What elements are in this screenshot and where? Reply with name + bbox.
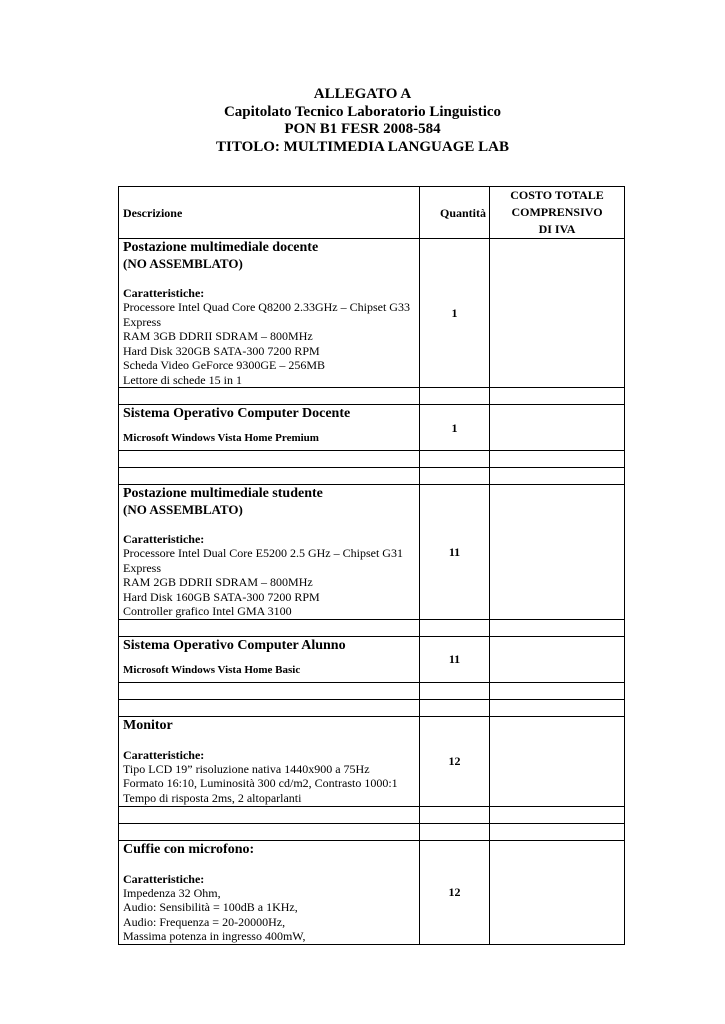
features-label: Caratteristiche: bbox=[123, 286, 205, 300]
feature-line: Massima potenza in ingresso 400mW, bbox=[123, 929, 306, 943]
cost-header-line: COMPRENSIVO bbox=[511, 205, 603, 219]
item-title: Postazione multimediale docente bbox=[123, 240, 319, 255]
empty-row bbox=[119, 451, 625, 468]
feature-line: RAM 2GB DDRII SDRAM – 800MHz bbox=[123, 575, 313, 589]
item-quantity: 12 bbox=[420, 840, 490, 944]
item-description bbox=[119, 239, 420, 388]
feature-line: Audio: Frequenza = 20-20000Hz, bbox=[123, 914, 286, 929]
item-title: Postazione multimediale studente bbox=[123, 486, 323, 501]
item-title: Monitor bbox=[123, 717, 173, 733]
table-row bbox=[119, 239, 625, 388]
item-description bbox=[119, 405, 420, 451]
table-row bbox=[119, 636, 625, 682]
item-cost bbox=[490, 840, 625, 944]
os-name: Microsoft Windows Vista Home Basic bbox=[123, 663, 301, 676]
document-heading bbox=[0, 86, 725, 156]
empty-row bbox=[119, 619, 625, 636]
feature-line: Processore Intel Dual Core E5200 2.5 GHz – Chipset G31 Express bbox=[123, 546, 403, 575]
feature-line: Lettore di schede 15 in 1 bbox=[123, 372, 242, 387]
column-header-cost bbox=[490, 187, 625, 239]
item-cost bbox=[490, 485, 625, 620]
item-quantity: 1 bbox=[420, 405, 490, 451]
item-quantity: 12 bbox=[420, 716, 490, 806]
feature-line: Processore Intel Quad Core Q8200 2.33GHz – Chipset G33 Express bbox=[123, 300, 410, 329]
table-row bbox=[119, 405, 625, 451]
item-cost bbox=[490, 239, 625, 388]
features-label: Caratteristiche: bbox=[123, 871, 205, 886]
feature-line: Tipo LCD 19” risoluzione nativa 1440x900 a 75Hz bbox=[123, 761, 370, 776]
features-label: Caratteristiche: bbox=[123, 747, 205, 762]
column-header-description: Descrizione bbox=[119, 187, 420, 239]
item-cost bbox=[490, 716, 625, 806]
empty-row bbox=[119, 806, 625, 823]
item-description bbox=[119, 485, 420, 620]
table-header-row bbox=[119, 187, 625, 239]
cost-header-line: DI IVA bbox=[538, 222, 576, 236]
empty-row bbox=[119, 682, 625, 699]
table-row bbox=[119, 716, 625, 806]
feature-line: Hard Disk 320GB SATA-300 7200 RPM bbox=[123, 343, 320, 358]
empty-row bbox=[119, 468, 625, 485]
item-cost bbox=[490, 636, 625, 682]
item-quantity: 11 bbox=[420, 485, 490, 620]
empty-row bbox=[119, 699, 625, 716]
feature-line: Formato 16:10, Luminosità 300 cd/m2, Contrasto 1000:1 bbox=[123, 776, 398, 790]
feature-line: RAM 3GB DDRII SDRAM – 800MHz bbox=[123, 329, 313, 343]
item-description bbox=[119, 636, 420, 682]
feature-line: Scheda Video GeForce 9300GE – 256MB bbox=[123, 358, 326, 372]
heading-titolo: TITOLO: MULTIMEDIA LANGUAGE LAB bbox=[216, 138, 509, 155]
feature-line: Tempo di risposta 2ms, 2 altoparlanti bbox=[123, 790, 302, 805]
item-title: Sistema Operativo Computer Alunno bbox=[123, 637, 346, 653]
item-title: Sistema Operativo Computer Docente bbox=[123, 406, 351, 421]
column-header-quantity: Quantità bbox=[420, 187, 490, 239]
item-description bbox=[119, 840, 420, 944]
os-name: Microsoft Windows Vista Home Premium bbox=[123, 432, 319, 444]
item-cost bbox=[490, 405, 625, 451]
feature-line: Controller grafico Intel GMA 3100 bbox=[123, 604, 292, 618]
table-row bbox=[119, 485, 625, 620]
item-subtitle: (NO ASSEMBLATO) bbox=[123, 256, 243, 271]
feature-line: Impedenza 32 Ohm, bbox=[123, 885, 221, 900]
item-description bbox=[119, 716, 420, 806]
item-subtitle: (NO ASSEMBLATO) bbox=[123, 502, 243, 517]
features-label: Caratteristiche: bbox=[123, 532, 205, 546]
table-row bbox=[119, 840, 625, 944]
empty-row bbox=[119, 823, 625, 840]
cost-header-line: COSTO TOTALE bbox=[510, 188, 604, 202]
item-quantity: 1 bbox=[420, 239, 490, 388]
item-title: Cuffie con microfono: bbox=[123, 841, 255, 857]
specification-table bbox=[118, 186, 625, 945]
heading-capitolato: Capitolato Tecnico Laboratorio Linguistico bbox=[223, 103, 502, 120]
heading-pon: PON B1 FESR 2008-584 bbox=[284, 121, 441, 137]
heading-allegato: ALLEGATO A bbox=[313, 86, 412, 102]
item-quantity: 11 bbox=[420, 636, 490, 682]
feature-line: Hard Disk 160GB SATA-300 7200 RPM bbox=[123, 589, 320, 604]
empty-row bbox=[119, 388, 625, 405]
feature-line: Audio: Sensibilità = 100dB a 1KHz, bbox=[123, 900, 298, 914]
